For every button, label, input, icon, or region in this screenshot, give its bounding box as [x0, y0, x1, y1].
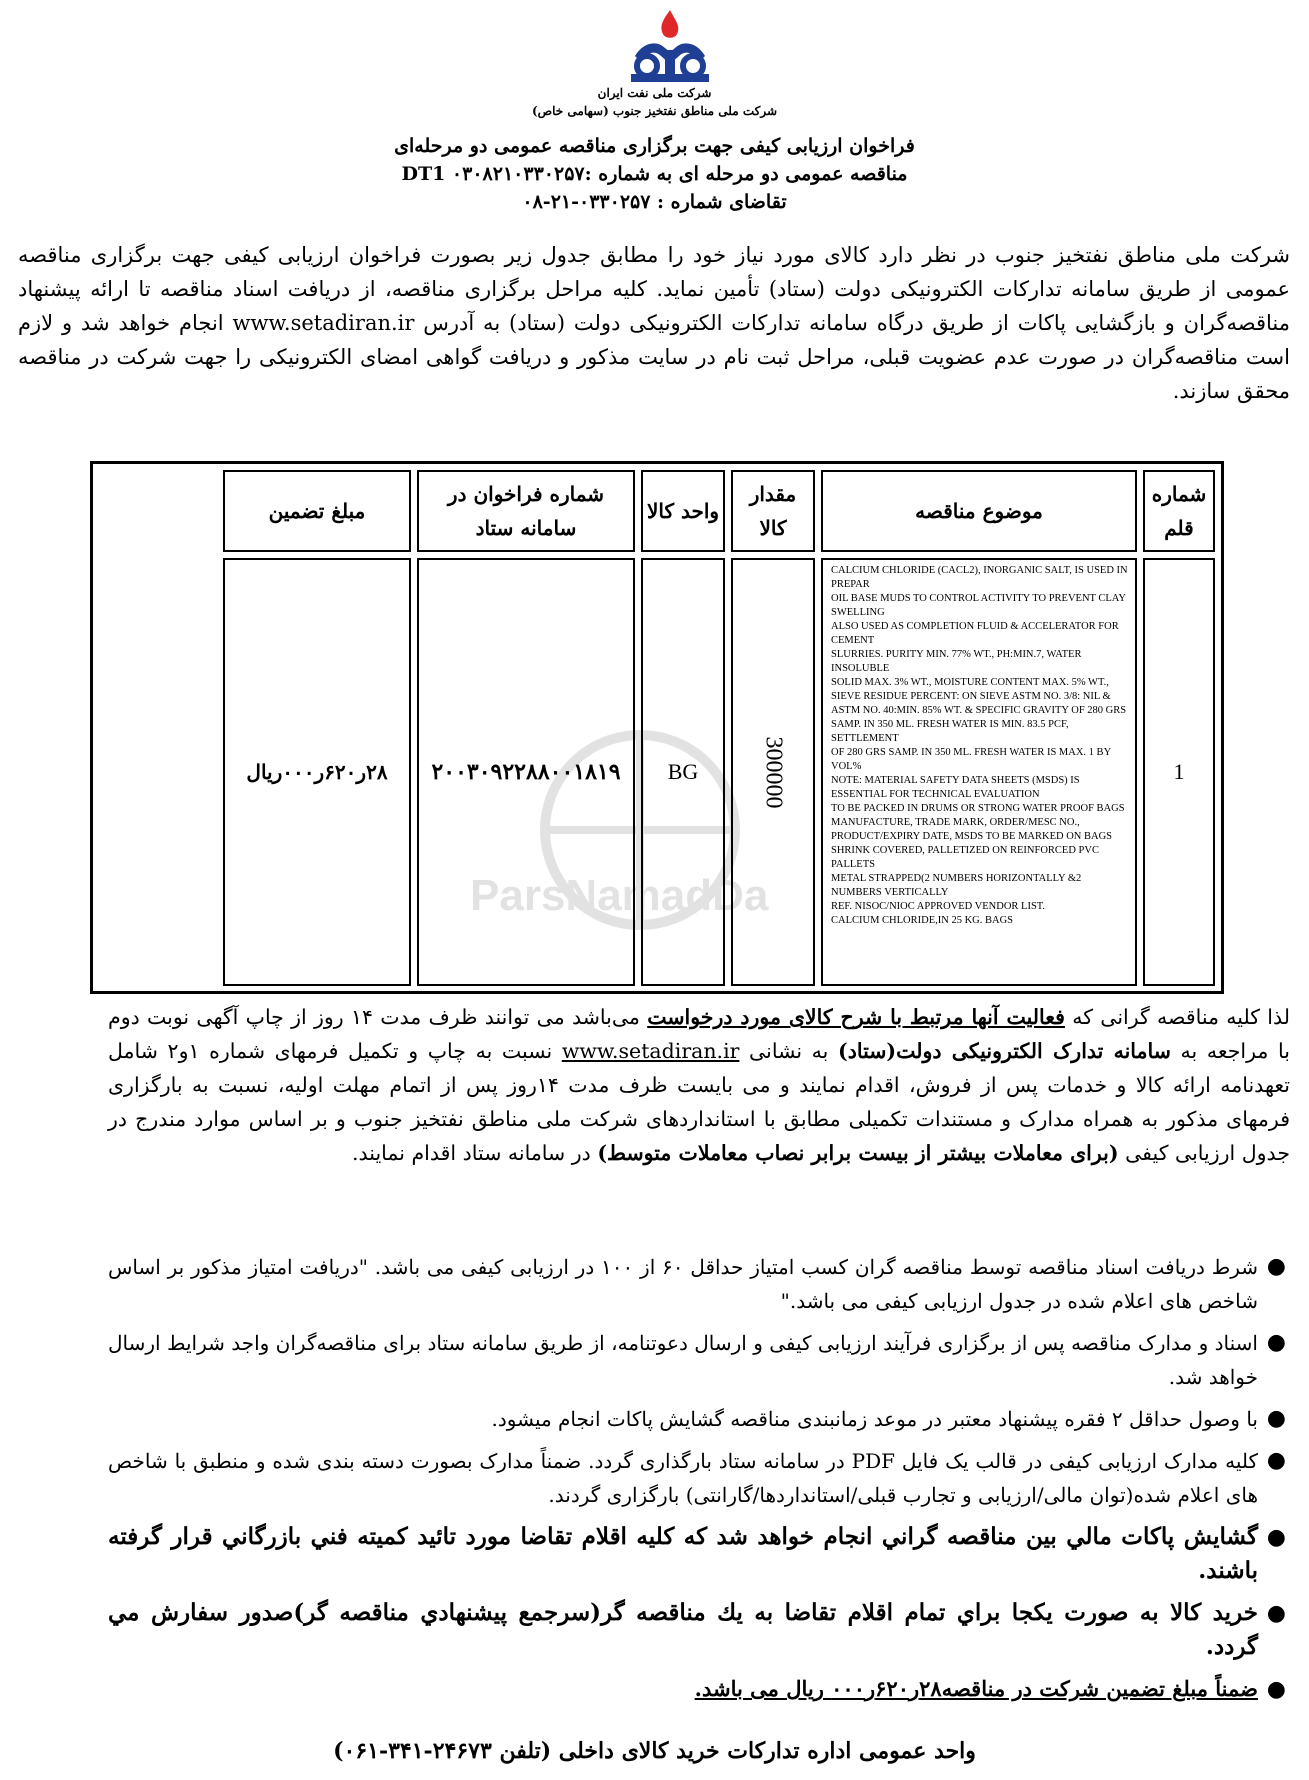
- list-item: ● ضمناً مبلغ تضمین شرکت در مناقصه۲۸ر۶۲۰ر۰۰۰ ریال می باشد.: [694, 1676, 1286, 1702]
- conditions-list: [108, 1250, 1290, 1714]
- cell-guarantee: ۲۸ر۶۲۰ر۰۰۰ریال: [223, 558, 411, 986]
- cell-description: CALCIUM CHLORIDE (CACL2), INORGANIC SALT, IS USED IN PREPAR OIL BASE MUDS TO CONTROL ACTIVITY TO PREVENT CLAY SWELLING ALSO USED AS COMPLETION FLUID & ACCELERATOR FOR CEMENT SLURRIES. PURITY MIN. 77% WT., PH:MIN.7, WATER INSOLUBLE SOLID MAX. 3% WT., MOISTURE CONTENT MAX. 5% WT., SIEVE RESIDUE PERCENT: ON SIEVE ASTM NO. 3/8: NIL & ASTM NO. 40:MIN. 85% WT. & SPECIFIC GRAVITY OF 280 GRS SAMP. IN 350 ML. FRESH WATER IS MIN. 83.5 PCF, SETTLEMENT OF 280 GRS SAMP. IN 350 ML. FRESH WATER IS MAX. 1 BY VOL% NOTE: MATERIAL SAFETY DATA SHEETS (MSDS) IS ESSENTIAL FOR TECHNICAL EVALUATION TO BE PACKED IN DRUMS OR STRONG WATER PROOF BAGS MANUFACTURE, TRADE MARK, ORDER/MESC NO., PRODUCT/EXPIRY DATE, MSDS TO BE MARKED ON BAGS SHRINK COVERED, PALLETIZED ON REINFORCED PVC PALLETS METAL STRAPPED(2 NUMBERS HORIZONTALLY &2 NUMBERS VERTICALLY REF. NISOC/NIOC APPROVED VENDOR LIST. CALCIUM CHLORIDE,IN 25 KG. BAGS: [821, 558, 1137, 986]
- intro-paragraph: شرکت ملی مناطق نفتخیز جنوب در نظر دارد کالای مورد نیاز خود را مطابق جدول زیر بصورت فراخوان ارزیابی کیفی جهت برگزاری مناقصه عمومی از طریق سامانه تدارکات الکترونیکی دولت (ستاد) تأمین نماید. کلیه مراحل برگزاری مناقصه، از دریافت اسناد مناقصه تا ارائه پیشنهاد مناقصه‌گران و بازگشایی پاکات از طریق درگاه سامانه تدارکات الکترونیکی دولت (ستاد) به آدرس www.setadiran.ir انجام خواهد شد و لازم است مناقصه‌گران در صورت عدم عضویت قبلی، مراحل ثبت نام در سایت مذکور و دریافت گواهی امضای الکترونیکی را جهت شرکت در مناقصه محقق سازند.: [18, 243, 1290, 403]
- instr-text-5: در سامانه ستاد اقدام نمایند.: [351, 1141, 591, 1165]
- th-setad-no: شماره فراخوان در سامانه ستاد: [417, 470, 635, 552]
- list-item: ● با وصول حداقل ۲ فقره پیشنهاد معتبر در موعد زمانبندی مناقصه گشایش پاکات انجام میشود.: [491, 1406, 1286, 1431]
- instructions-paragraph: [108, 1000, 1290, 1170]
- list-item: ● گشايش پاكات مالي بين مناقصه گراني انجام خواهد شد كه كليه اقلام تقاضا مورد تائيد كميته فني بازرگاني قرار گرفته باشند.: [108, 1523, 1286, 1584]
- instr-bold-2: سامانه تدارک الکترونیکی دولت(ستاد): [838, 1039, 1171, 1063]
- th-item-no: شماره قلم: [1143, 470, 1215, 552]
- page-title: فراخوان ارزیابی کیفی جهت برگزاری مناقصه عمومی دو مرحله‌ای: [394, 135, 915, 157]
- tender-number: مناقصه عمومی دو مرحله ای به شماره :DT1 ۰۳۰۸۲۱۰۳۳۰۲۵۷: [401, 163, 908, 185]
- cell-quantity: [731, 558, 815, 986]
- th-unit: واحد کالا: [641, 470, 725, 552]
- list-item: ● کلیه مدارک ارزیابی کیفی در قالب یک فایل PDF در سامانه ستاد بارگذاری گردد. ضمناً مدارک بصورت دسته بندی شده و منطبق با شاخص های اعلام شده(توان مالی/ارزیابی و تجارب قبلی/استانداردها/گارانتی) بارگزاری گردند.: [108, 1448, 1286, 1507]
- instr-text-2: می‌باشد می توانند ظرف مدت ۱۴ روز از چاپ آگهی نوبت دوم با مراجعه به: [108, 1005, 1290, 1063]
- list-item: ● شرط دریافت اسناد مناقصه توسط مناقصه گران کسب امتیاز حداقل ۶۰ از ۱۰۰ در ارزیابی کیفی می باشد. "دریافت امتیاز مذکور بر اساس شاخص های اعلام شده در جدول ارزیابی کیفی می باشد.": [108, 1254, 1286, 1313]
- bullet-text: گشايش پاكات مالي بين مناقصه گراني انجام خواهد شد كه كليه اقلام تقاضا مورد تائيد كميته فني بازرگاني قرار گرفته باشند.: [108, 1523, 1258, 1584]
- bullet-text: ضمناً مبلغ تضمین شرکت در مناقصه۲۸ر۶۲۰ر۰۰۰ ریال می باشد.: [694, 1676, 1258, 1701]
- svg-text:ParsNamadDa: ParsNamadDa: [470, 871, 769, 920]
- bullet-text: شرط دریافت اسناد مناقصه توسط مناقصه گران کسب امتیاز حداقل ۶۰ از ۱۰۰ در ارزیابی کیفی می باشد. "دریافت امتیاز مذکور بر اساس شاخص های اعلام شده در جدول ارزیابی کیفی می باشد.": [108, 1255, 1258, 1313]
- bullet-text: با وصول حداقل ۲ فقره پیشنهاد معتبر در موعد زمانبندی مناقصه گشایش پاکات انجام میشود.: [491, 1407, 1258, 1431]
- cell-setad-no: ۲۰۰۳۰۹۲۲۸۸۰۰۱۸۱۹: [417, 558, 635, 986]
- th-subject: موضوع مناقصه: [821, 470, 1137, 552]
- instr-text-3: به نشانی: [749, 1039, 829, 1063]
- th-quantity: مقدار کالا: [731, 470, 815, 552]
- footer-contact: واحد عمومی اداره تدارکات خرید کالای داخلی (تلفن ۲۴۶۷۳-۳۴۱-۰۶۱): [333, 1738, 976, 1764]
- subsidiary-name: شرکت ملی مناطق نفتخیز جنوب (سهامی خاص): [531, 104, 778, 118]
- nioc-logo: [595, 6, 745, 94]
- tender-table: [90, 461, 1224, 994]
- setad-link[interactable]: www.setadiran.ir: [561, 1039, 740, 1063]
- bullet-text: کلیه مدارک ارزیابی کیفی در قالب یک فایل PDF در سامانه ستاد بارگذاری گردد. ضمناً مدارک بصورت دسته بندی شده و منطبق با شاخص های اعلام شده(توان مالی/ارزیابی و تجارب قبلی/استانداردها/گارانتی) بارگزاری گردند.: [108, 1449, 1258, 1507]
- request-number: تقاضای شماره : ۰۳۳۰۲۵۷-۲۱-۰۸: [522, 191, 787, 213]
- list-item: ● خريد كالا به صورت يكجا براي تمام اقلام تقاضا به يك مناقصه گر(سرجمع پيشنهادي مناقصه گر)صدور سفارش مي گردد.: [108, 1599, 1286, 1660]
- quantity-value: 300000: [760, 736, 787, 808]
- cell-item-no: 1: [1143, 558, 1215, 986]
- bullet-text: خريد كالا به صورت يكجا براي تمام اقلام تقاضا به يك مناقصه گر(سرجمع پيشنهادي مناقصه گر)صدور سفارش مي گردد.: [108, 1599, 1258, 1660]
- bullet-text: اسناد و مدارک مناقصه پس از برگزاری فرآیند ارزیابی کیفی و ارسال دعوتنامه، از طریق سامانه ستاد برای مناقصه‌گران واجد شرایط ارسال خواهد شد.: [108, 1331, 1258, 1389]
- cell-unit: BG: [641, 558, 725, 986]
- instr-bold-1: فعالیت آنها مرتبط با شرح کالای مورد درخواست: [647, 1005, 1065, 1029]
- th-guarantee: مبلغ تضمین: [223, 470, 411, 552]
- instr-text-4: نسبت به چاپ و تکمیل فرمهای شماره ۱و۲ شامل تعهدنامه ارائه کالا و خدمات پس از فروش، اقدام نمایند و می بایست ظرف مدت ۱۴روز پس از اتمام مهلت اولیه، نسبت به بارگزاری فرمهای مذکور به همراه مدارک و مستندات تکمیلی مطابق با استانداردهای شرکت ملی مناطق نفتخیز جنوب و بر اساس موارد مندرج در جدول ارزیابی کیفی: [108, 1039, 1290, 1165]
- instr-text-1: لذا کلیه مناقصه گرانی که: [1072, 1005, 1290, 1029]
- instr-bold-4: (برای معاملات بیشتر از بیست برابر نصاب معاملات متوسط): [597, 1141, 1119, 1165]
- company-name: شرکت ملی نفت ایران: [597, 86, 712, 100]
- list-item: ● اسناد و مدارک مناقصه پس از برگزاری فرآیند ارزیابی کیفی و ارسال دعوتنامه، از طریق سامانه ستاد برای مناقصه‌گران واجد شرایط ارسال خواهد شد.: [108, 1330, 1286, 1389]
